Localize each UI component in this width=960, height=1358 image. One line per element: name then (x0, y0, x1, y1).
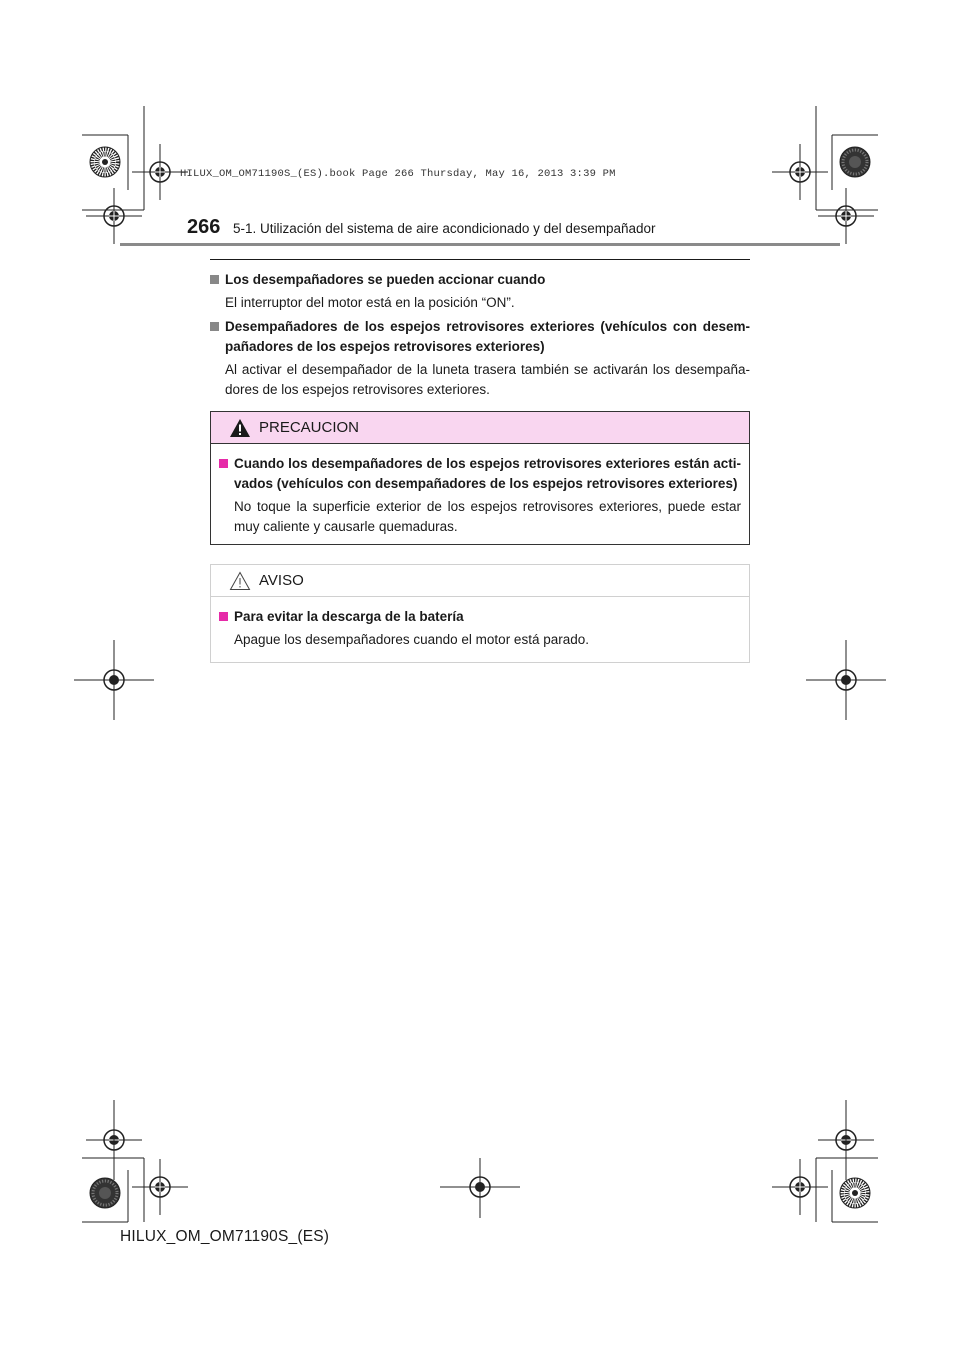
caution-label: PRECAUCION (259, 419, 360, 436)
star-target-top-left (90, 147, 120, 177)
caution-item-title-row (219, 454, 741, 494)
star-target-bottom-left (90, 1178, 120, 1208)
caution-item-text: No toque la superficie exterior de los espejos retrovisores exteriores, puede estar muy caliente y causarle quemaduras. (234, 499, 741, 534)
notice-item-text: Apague los desempañadores cuando el motor está parado. (234, 632, 589, 647)
notice-label: AVISO (259, 572, 304, 589)
star-target-top-right (840, 147, 870, 177)
notice-body (211, 597, 749, 650)
pink-square-bullet-icon (219, 459, 228, 468)
notice-item-title: Para evitar la descarga de la batería (234, 609, 464, 624)
crosshair-bottom-left (132, 1159, 188, 1215)
caution-body (211, 444, 749, 537)
caution-box (210, 411, 750, 545)
running-header-title: 5-1. Utilización del sistema de aire acondicionado y del desempañador (233, 221, 656, 236)
content-top-rule (210, 259, 750, 260)
caution-header (211, 412, 749, 444)
warning-triangle-icon (229, 418, 251, 438)
crosshair-bottom-right (772, 1159, 828, 1215)
section-mirror-defoggers (210, 317, 750, 400)
footer-document-code: HILUX_OM_OM71190S_(ES) (120, 1228, 330, 1245)
notice-item-title-row (219, 607, 741, 627)
notice-header (211, 565, 749, 597)
crosshair-top-right (772, 144, 828, 200)
crosshair-top-right-lower (818, 188, 874, 244)
section-body: Al activar el desempañador de la luneta trasera también se activarán los desempaña-dores de los espejos retrovisores exteriores. (225, 362, 750, 397)
section-title: Los desempañadores se pueden accionar cuando (225, 272, 546, 287)
header-rule (120, 243, 840, 246)
section-body: El interruptor del motor está en la posición “ON”. (225, 295, 515, 310)
notice-box (210, 564, 750, 663)
caution-item-title: Cuando los desempañadores de los espejos retrovisores exteriores están acti-vados (vehículos con desempañadores de los espejos retrovisores exteriores) (234, 456, 741, 491)
gray-square-bullet-icon (210, 322, 219, 331)
gray-square-bullet-icon (210, 275, 219, 284)
page-number: 266 (187, 216, 221, 238)
section-title-row (210, 270, 750, 290)
book-file-stamp: HILUX_OM_OM71190S_(ES).book Page 266 Thursday, May 16, 2013 3:39 PM (180, 168, 616, 180)
notice-triangle-icon (229, 571, 251, 591)
section-title-row (210, 317, 750, 357)
section-defogger-operation (210, 270, 750, 313)
section-title: Desempañadores de los espejos retrovisores exteriores (vehículos con desem-pañadores de los espejos retrovisores exteriores) (225, 319, 750, 354)
pink-square-bullet-icon (219, 612, 228, 621)
star-target-bottom-right (840, 1178, 870, 1208)
crosshair-top-left-lower (86, 188, 142, 244)
